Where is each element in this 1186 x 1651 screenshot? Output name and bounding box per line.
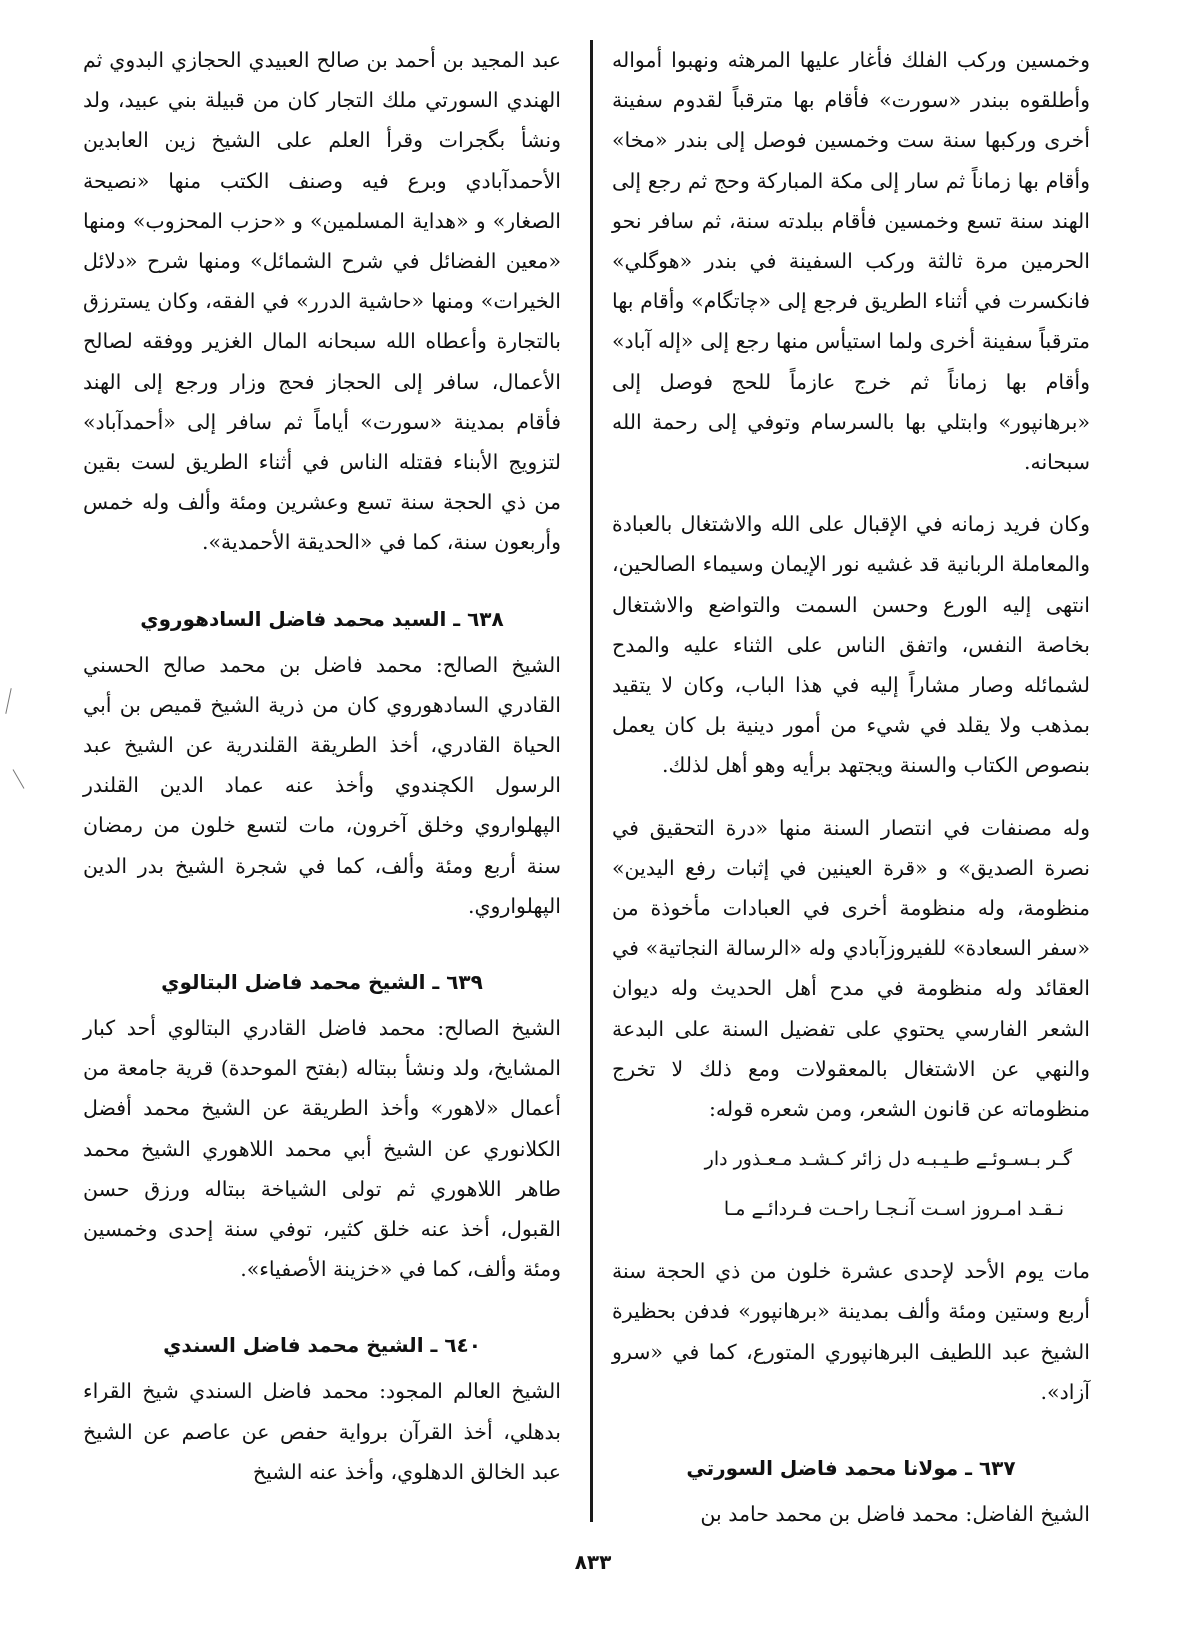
paragraph-entry-638: الشيخ الصالح: محمد فاضل بن محمد صالح الحسني القادري السادهوروي كان من ذرية الشيخ قميص بن أبي الحياة القادري، أخذ الطريقة القلندرية عن الشيخ عبد الرسول الكچندوي وأخذ عنه عماد الدين القلندر الپهلواروي وخلق آخرون، مات لتسع خلون من رمضان سنة أربع ومئة وألف، كما في شجرة الشيخ بدر الدين الپهلواروي. — [83, 652, 561, 918]
entry-heading-639: ٦٣٩ ـ الشيخ محمد فاضل البتالوي — [161, 970, 483, 995]
scan-mark — [5, 688, 11, 714]
scan-mark — [13, 769, 25, 789]
paragraph-continuation: وخمسين وركب الفلك فأغار عليها المرهثه ونهبوا أمواله وأطلقوه ببندر «سورت» فأقام بها مترقباً لقدوم سفينة أخرى وركبها سنة ست وخمسين فوصل إلى بندر «مخا» وأقام بها زماناً ثم سار إلى مكة المباركة وحج ثم رجع إلى الهند سنة تسع وخمسين فأقام ببلدته سنة، ثم سافر نحو الحرمين مرة ثالثة وركب السفينة في بندر «هوگلي» فانكسرت في أثناء الطريق فرجع إلى «چاتگام» وأقام بها مترقباً سفينة أخرى ولما استيأس منها رجع إلى «إله آباد» وأقام بها زماناً ثم خرج عازماً للحج فوصل إلى «برهانپور» وابتلي بها بالسرسام وتوفي إلى رحمة الله سبحانه. — [612, 48, 1090, 475]
page-number: ٨٣٣ — [574, 1550, 612, 1574]
entry-heading-640: ٦٤٠ ـ الشيخ محمد فاضل السندي — [163, 1333, 481, 1358]
paragraph-death: مات يوم الأحد لإحدى عشرة خلون من ذي الحجة سنة أربع وستين ومئة وألف بمدينة «برهانپور» فدفن بحظيرة الشيخ عبد اللطيف البرهانپوري المتورع، كما في «سرو آزاد». — [612, 1259, 1090, 1404]
paragraph-entry-637-cont: عبد المجيد بن أحمد بن صالح العبيدي الحجازي البدوي ثم الهندي السورتي ملك التجار كان من قبيلة بني عبيد، ولد ونشأ بگجرات وقرأ العلم على الشيخ زين العابدين الأحمدآبادي وبرع فيه وصنف الكتب منها «نصيحة الصغار» و «هداية المسلمين» و «حزب المحزوب» ومنها «معين الفضائل في شرح الشمائل» ومنها شرح «دلائل الخيرات» ومنها «حاشية الدرر» في الفقه، وكان يسترزق بالتجارة وأعطاه الله سبحانه المال الغزير ووفقه لصالح الأعمال، سافر إلى الحجاز فحج وزار ورجع إلى الهند فأقام بمدينة «سورت» أياماً ثم سافر إلى «أحمدآباد» لتزويج الأبناء فقتله الناس في أثناء الطريق لست بقين من ذي الحجة سنة تسع وعشرين ومئة وألف وله خمس وأربعون سنة، كما في «الحديقة الأحمدية». — [83, 48, 561, 555]
paragraph-entry-640: الشيخ العالم المجود: محمد فاضل السندي شيخ القراء بدهلي، أخذ القرآن برواية حفص عن عاصم عن الشيخ عبد الخالق الدهلوي، وأخذ عنه الشيخ — [83, 1379, 561, 1484]
paragraph-character: وكان فريد زمانه في الإقبال على الله والاشتغال بالعبادة والمعاملة الربانية قد غشيه نور الإيمان وسيماء الصالحين، انتهى إليه الورع وحسن السمت والتواضع والاشتغال بخاصة النفس، واتفق الناس على الثناء عليه والمدح لشمائله وصار مشاراً إليه في هذا الباب، وكان لا يتقيد بمذهب ولا يقلد في شيء من أمور دينية بل كان يعمل بنصوص الكتاب والسنة ويجتهد برأيه وهو أهل لذلك. — [612, 512, 1090, 778]
paragraph-entry-639: الشيخ الصالح: محمد فاضل القادري البتالوي أحد كبار المشايخ، ولد ونشأ ببتاله (بفتح الموحدة) قرية جامعة من أعمال «لاهور» وأخذ الطريقة عن الشيخ محمد أفضل الكلانوري عن الشيخ أبي محمد اللاهوري الشيخ محمد طاهر اللاهوري ثم تولى الشياخة ببتاله ورزق حسن القبول، أخذ عنه خلق كثير، توفي سنة إحدى وخمسين ومئة وألف، كما في «خزينة الأصفياء». — [83, 1016, 561, 1282]
right-column — [612, 40, 1090, 1534]
entry-heading-637: ٦٣٧ ـ مولانا محمد فاضل السورتي — [686, 1456, 1016, 1481]
paragraph-works: وله مصنفات في انتصار السنة منها «درة التحقيق في نصرة الصديق» و «قرة العينين في إثبات رفع اليدين» منظومة، وله منظومة أخرى في العبادات مأخوذة من «سفر السعادة» للفيروزآبادي وله «الرسالة النجاتية» في العقائد وله منظومة في مدح أهل الحديث وله ديوان الشعر الفارسي يحتوي على تفضيل السنة على البدعة والنهي عن الاشتغال بالمعقولات ومع ذلك لا تخرج منظوماته عن قانون الشعر، ومن شعره قوله: — [612, 815, 1090, 1122]
left-column — [83, 40, 561, 1492]
verse-line-1: گـر بـسـوئـے طـيـبـه دل زائر كـشـد مـعـذور دار — [704, 1148, 1072, 1171]
paragraph-entry-637: الشيخ الفاضل: محمد فاضل بن محمد حامد بن — [700, 1502, 1090, 1527]
column-divider — [590, 40, 593, 1522]
entry-heading-638: ٦٣٨ ـ السيد محمد فاضل السادهوروي — [140, 606, 504, 631]
verse-line-2: نـقـد امـروز اسـت آنـجـا راحـت فـردائـے مـا — [723, 1198, 1064, 1221]
